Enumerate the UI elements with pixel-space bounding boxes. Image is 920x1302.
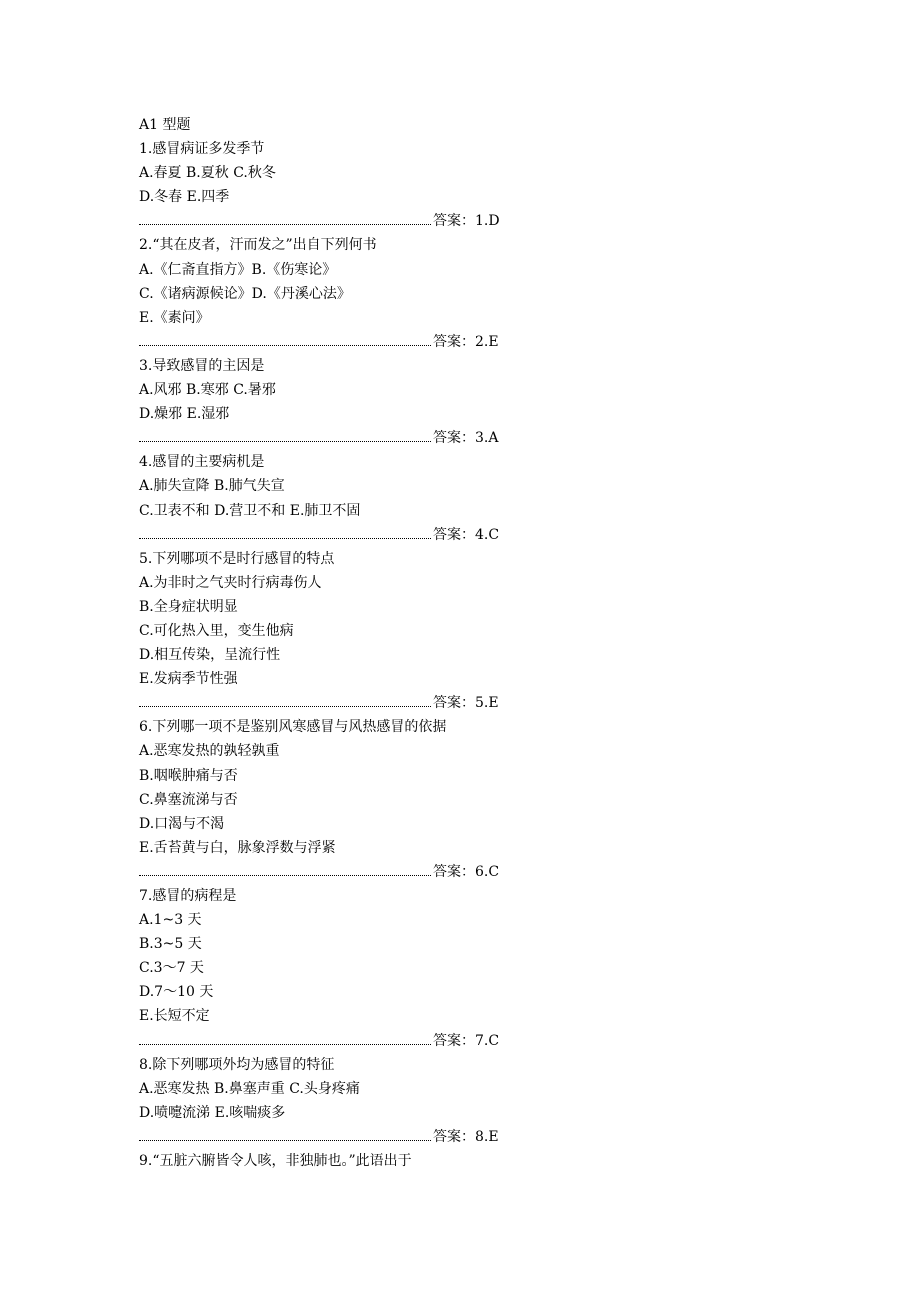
- answer-value: 5.E: [475, 695, 499, 712]
- dotted-leader: [139, 214, 431, 225]
- answer-value: 3.A: [475, 430, 499, 447]
- option-line: D.燥邪 E.湿邪: [139, 406, 230, 423]
- answer-value: 2.E: [475, 333, 499, 350]
- option-line: B.3~5 天: [139, 936, 202, 953]
- answer-label: 答案：: [433, 213, 475, 230]
- option-line: A.风邪 B.寒邪 C.暑邪: [139, 382, 276, 399]
- answer-line: [139, 330, 504, 354]
- option-line: D.冬春 E.四季: [139, 189, 230, 206]
- answer-value: 1.D: [475, 213, 500, 230]
- answer-label: 答案：: [433, 526, 475, 543]
- answer-line: [139, 1029, 504, 1053]
- dotted-leader: [139, 865, 431, 876]
- question-list: [139, 137, 519, 1173]
- question-text: 1.感冒病证多发季节: [139, 141, 265, 158]
- question-block: [139, 1053, 519, 1149]
- option-line: A.《仁斋直指方》B.《伤寒论》: [139, 261, 337, 278]
- question-block: [139, 547, 519, 716]
- question-text: 2.“其在皮者，汗而发之”出自下列何书: [139, 237, 377, 254]
- question-block: [139, 450, 519, 546]
- answer-line: [139, 523, 504, 547]
- question-block: [139, 233, 519, 353]
- answer-line: [139, 860, 504, 884]
- question-block: [139, 1149, 519, 1173]
- answer-label: 答案：: [433, 695, 475, 712]
- option-line: A.为非时之气夹时行病毒伤人: [139, 574, 322, 591]
- answer-line: [139, 426, 504, 450]
- option-line: B.全身症状明显: [139, 598, 238, 615]
- answer-value: 8.E: [475, 1128, 499, 1145]
- dotted-leader: [139, 431, 431, 442]
- option-line: D.喷嚏流涕 E.咳喘痰多: [139, 1104, 286, 1121]
- option-line: C.可化热入里，变生他病: [139, 622, 294, 639]
- option-line: A.恶寒发热 B.鼻塞声重 C.头身疼痛: [139, 1080, 360, 1097]
- dotted-leader: [139, 1130, 431, 1141]
- answer-label: 答案：: [433, 430, 475, 447]
- option-line: A.1~3 天: [139, 912, 202, 929]
- question-text: 8.除下列哪项外均为感冒的特征: [139, 1056, 335, 1073]
- option-line: A.恶寒发热的孰轻孰重: [139, 743, 280, 760]
- document-page: [139, 113, 519, 1173]
- dotted-leader: [139, 1034, 431, 1045]
- option-line: E.《素问》: [139, 309, 210, 326]
- question-text: 4.感冒的主要病机是: [139, 454, 265, 471]
- option-line: E.舌苔黄与白，脉象浮数与浮紧: [139, 839, 336, 856]
- question-text: 9.“五脏六腑皆令人咳，非独肺也。”此语出于: [139, 1153, 412, 1170]
- answer-line: [139, 691, 504, 715]
- answer-label: 答案：: [433, 1128, 475, 1145]
- answer-value: 7.C: [475, 1032, 500, 1049]
- option-line: C.3～7 天: [139, 960, 204, 977]
- question-text: 5.下列哪项不是时行感冒的特点: [139, 550, 335, 567]
- question-block: [139, 137, 519, 233]
- question-block: [139, 884, 519, 1053]
- option-line: C.鼻塞流涕与否: [139, 791, 238, 808]
- option-line: A.春夏 B.夏秋 C.秋冬: [139, 165, 276, 182]
- dotted-leader: [139, 528, 431, 539]
- question-block: [139, 354, 519, 450]
- answer-label: 答案：: [433, 863, 475, 880]
- option-line: C.《诸病源候论》D.《丹溪心法》: [139, 285, 351, 302]
- dotted-leader: [139, 696, 431, 707]
- option-line: B.咽喉肿痛与否: [139, 767, 238, 784]
- question-text: 7.感冒的病程是: [139, 888, 237, 904]
- option-line: D.7～10 天: [139, 984, 214, 1001]
- question-text: 6.下列哪一项不是鉴别风寒感冒与风热感冒的依据: [139, 719, 447, 736]
- question-text: 3.导致感冒的主因是: [139, 357, 265, 374]
- answer-label: 答案：: [433, 333, 475, 350]
- answer-line: [139, 209, 504, 233]
- answer-label: 答案：: [433, 1032, 475, 1049]
- question-block: [139, 715, 519, 884]
- section-title: A1 型题: [139, 117, 191, 133]
- option-line: E.长短不定: [139, 1008, 210, 1025]
- answer-line: [139, 1125, 504, 1149]
- option-line: A.肺失宣降 B.肺气失宣: [139, 478, 285, 495]
- answer-value: 4.C: [475, 526, 500, 543]
- option-line: C.卫表不和 D.营卫不和 E.肺卫不固: [139, 502, 361, 519]
- answer-value: 6.C: [475, 863, 500, 880]
- option-line: D.口渴与不渴: [139, 815, 225, 832]
- option-line: D.相互传染，呈流行性: [139, 647, 281, 664]
- dotted-leader: [139, 335, 431, 346]
- option-line: E.发病季节性强: [139, 671, 238, 688]
